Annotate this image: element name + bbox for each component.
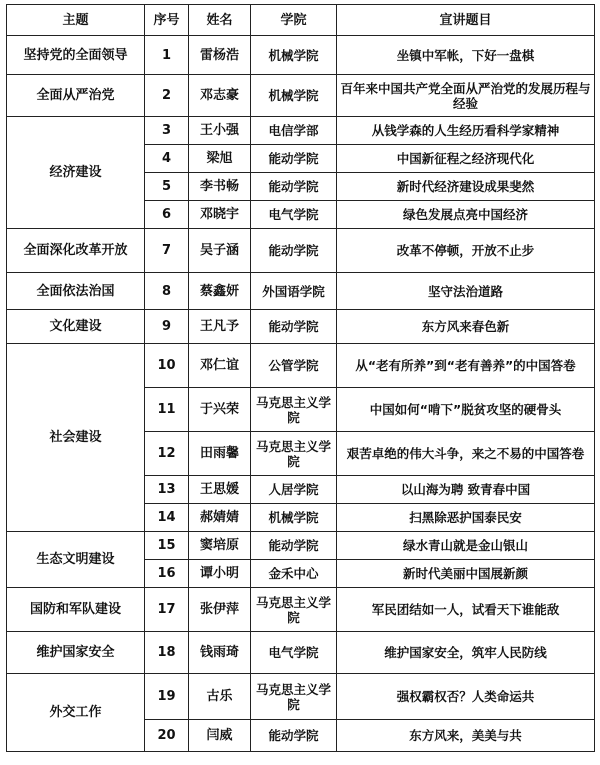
- name-cell: 邓仁谊: [189, 344, 251, 388]
- college-cell: 机械学院: [251, 504, 337, 532]
- college-cell: 马克思主义学院: [251, 432, 337, 476]
- title-cell: 扫黑除恶护国泰民安: [337, 504, 595, 532]
- no-cell: 17: [145, 588, 189, 632]
- lecture-schedule-table: [6, 4, 595, 752]
- no-cell: 10: [145, 344, 189, 388]
- table-row: [7, 532, 595, 560]
- theme-cell: 外交工作: [7, 674, 145, 752]
- header-theme: 主题: [7, 5, 145, 36]
- title-cell: 百年来中国共产党全面从严治党的发展历程与经验: [337, 75, 595, 117]
- name-cell: 郝婧婧: [189, 504, 251, 532]
- no-cell: 4: [145, 145, 189, 173]
- table-row: [7, 632, 595, 674]
- no-cell: 11: [145, 388, 189, 432]
- title-cell: 绿色发展点亮中国经济: [337, 201, 595, 229]
- no-cell: 18: [145, 632, 189, 674]
- title-cell: 强权霸权否？人类命运共: [337, 674, 595, 720]
- theme-cell: 全面依法治国: [7, 273, 145, 310]
- no-cell: 14: [145, 504, 189, 532]
- table-row: [7, 117, 595, 145]
- theme-cell: 社会建设: [7, 344, 145, 532]
- college-cell: 外国语学院: [251, 273, 337, 310]
- name-cell: 邓晓宇: [189, 201, 251, 229]
- college-cell: 能动学院: [251, 532, 337, 560]
- name-cell: 古乐: [189, 674, 251, 720]
- table-row: [7, 229, 595, 273]
- header-college: 学院: [251, 5, 337, 36]
- title-cell: 从钱学森的人生经历看科学家精神: [337, 117, 595, 145]
- college-cell: 能动学院: [251, 145, 337, 173]
- name-cell: 闫威: [189, 720, 251, 752]
- no-cell: 7: [145, 229, 189, 273]
- theme-cell: 生态文明建设: [7, 532, 145, 588]
- college-cell: 电气学院: [251, 201, 337, 229]
- title-cell: 新时代美丽中国展新颜: [337, 560, 595, 588]
- title-cell: 艰苦卓绝的伟大斗争，来之不易的中国答卷: [337, 432, 595, 476]
- college-cell: 机械学院: [251, 36, 337, 75]
- theme-cell: 全面深化改革开放: [7, 229, 145, 273]
- title-cell: 新时代经济建设成果斐然: [337, 173, 595, 201]
- college-cell: 能动学院: [251, 173, 337, 201]
- title-cell: 军民团结如一人，试看天下谁能敌: [337, 588, 595, 632]
- name-cell: 窦培原: [189, 532, 251, 560]
- name-cell: 于兴荣: [189, 388, 251, 432]
- table-row: [7, 344, 595, 388]
- theme-cell: 坚持党的全面领导: [7, 36, 145, 75]
- title-cell: 改革不停顿，开放不止步: [337, 229, 595, 273]
- title-cell: 中国如何“啃下”脱贫攻坚的硬骨头: [337, 388, 595, 432]
- title-cell: 坚守法治道路: [337, 273, 595, 310]
- college-cell: 能动学院: [251, 229, 337, 273]
- college-cell: 马克思主义学院: [251, 674, 337, 720]
- no-cell: 19: [145, 674, 189, 720]
- header-row: [7, 5, 595, 36]
- title-cell: 以山海为聘 致青春中国: [337, 476, 595, 504]
- college-cell: 能动学院: [251, 310, 337, 344]
- college-cell: 能动学院: [251, 720, 337, 752]
- title-cell: 绿水青山就是金山银山: [337, 532, 595, 560]
- name-cell: 田雨馨: [189, 432, 251, 476]
- college-cell: 马克思主义学院: [251, 388, 337, 432]
- table-row: [7, 674, 595, 720]
- name-cell: 王小强: [189, 117, 251, 145]
- table-row: [7, 273, 595, 310]
- header-title: 宣讲题目: [337, 5, 595, 36]
- title-cell: 中国新征程之经济现代化: [337, 145, 595, 173]
- theme-cell: 国防和军队建设: [7, 588, 145, 632]
- no-cell: 5: [145, 173, 189, 201]
- title-cell: 维护国家安全，筑牢人民防线: [337, 632, 595, 674]
- no-cell: 9: [145, 310, 189, 344]
- name-cell: 王思媛: [189, 476, 251, 504]
- header-no: 序号: [145, 5, 189, 36]
- theme-cell: 全面从严治党: [7, 75, 145, 117]
- header-name: 姓名: [189, 5, 251, 36]
- name-cell: 李书畅: [189, 173, 251, 201]
- name-cell: 梁旭: [189, 145, 251, 173]
- table-row: [7, 36, 595, 75]
- name-cell: 谭小明: [189, 560, 251, 588]
- no-cell: 1: [145, 36, 189, 75]
- name-cell: 雷杨浩: [189, 36, 251, 75]
- college-cell: 人居学院: [251, 476, 337, 504]
- no-cell: 16: [145, 560, 189, 588]
- table-row: [7, 588, 595, 632]
- no-cell: 20: [145, 720, 189, 752]
- theme-cell: 文化建设: [7, 310, 145, 344]
- college-cell: 金禾中心: [251, 560, 337, 588]
- title-cell: 从“老有所养”到“老有善养”的中国答卷: [337, 344, 595, 388]
- college-cell: 马克思主义学院: [251, 588, 337, 632]
- table-row: [7, 75, 595, 117]
- no-cell: 8: [145, 273, 189, 310]
- college-cell: 机械学院: [251, 75, 337, 117]
- name-cell: 张伊萍: [189, 588, 251, 632]
- title-cell: 东方风来，美美与共: [337, 720, 595, 752]
- no-cell: 6: [145, 201, 189, 229]
- name-cell: 王凡予: [189, 310, 251, 344]
- name-cell: 邓志豪: [189, 75, 251, 117]
- college-cell: 电气学院: [251, 632, 337, 674]
- no-cell: 12: [145, 432, 189, 476]
- title-cell: 坐镇中军帐，下好一盘棋: [337, 36, 595, 75]
- no-cell: 3: [145, 117, 189, 145]
- no-cell: 15: [145, 532, 189, 560]
- name-cell: 钱雨琦: [189, 632, 251, 674]
- title-cell: 东方风来春色新: [337, 310, 595, 344]
- theme-cell: 经济建设: [7, 117, 145, 229]
- college-cell: 公管学院: [251, 344, 337, 388]
- theme-cell: 维护国家安全: [7, 632, 145, 674]
- college-cell: 电信学部: [251, 117, 337, 145]
- name-cell: 蔡鑫妍: [189, 273, 251, 310]
- table-row: [7, 310, 595, 344]
- no-cell: 2: [145, 75, 189, 117]
- no-cell: 13: [145, 476, 189, 504]
- name-cell: 吴子涵: [189, 229, 251, 273]
